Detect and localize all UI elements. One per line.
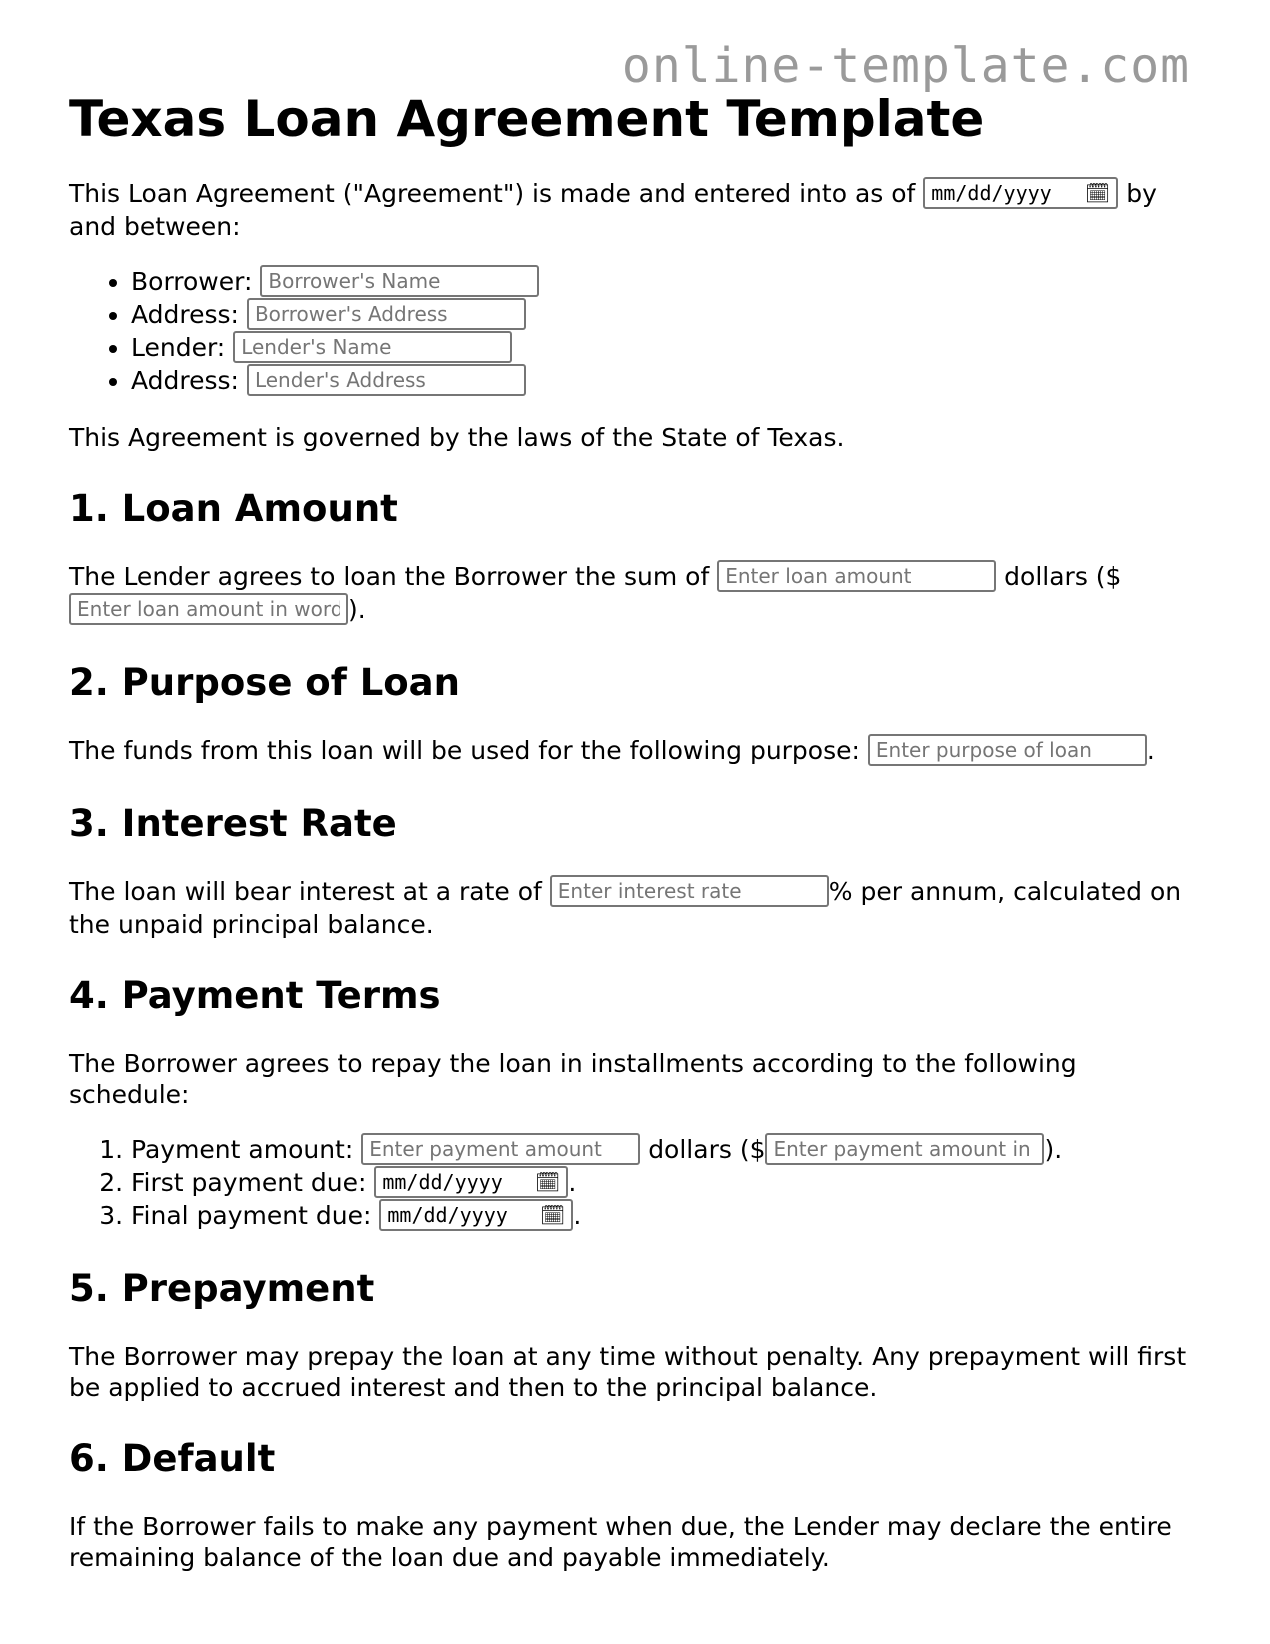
interest-rate-input[interactable]: [550, 875, 829, 907]
default-paragraph: If the Borrower fails to make any payment when due, the Lender may declare the entire remaining balance of the loan due and payable immediately.: [69, 1512, 1172, 1572]
parties-list: [69, 266, 1201, 398]
period-text: .: [568, 1168, 577, 1197]
purpose-input[interactable]: [868, 734, 1147, 766]
first-payment-date-input[interactable]: [374, 1166, 568, 1198]
watermark: online-template.com: [621, 38, 1190, 94]
loan-amount-input[interactable]: [717, 560, 996, 592]
interest-text: The loan will bear interest at a rate of: [69, 877, 542, 906]
payment-schedule-list: [69, 1134, 1201, 1233]
list-item: [131, 332, 1201, 365]
document: [69, 88, 1201, 1573]
dollars-text: dollars ($: [648, 1135, 766, 1164]
payment-amount-input[interactable]: [361, 1133, 640, 1165]
agreement-date-input[interactable]: [923, 177, 1118, 209]
list-item: [131, 365, 1201, 398]
payment-paragraph: The Borrower agrees to repay the loan in installments according to the following schedule:: [69, 1049, 1077, 1109]
section-heading-purpose: 2. Purpose of Loan: [69, 661, 460, 704]
section-heading-interest: 3. Interest Rate: [69, 802, 397, 845]
lender-address-label: Address:: [131, 366, 239, 395]
period-text: .: [573, 1201, 582, 1230]
loan-amount-text: The Lender agrees to loan the Borrower the sum of: [69, 562, 710, 591]
purpose-text: The funds from this loan will be used for the following purpose:: [69, 736, 860, 765]
borrower-address-label: Address:: [131, 300, 239, 329]
borrower-address-input[interactable]: [247, 298, 526, 330]
borrower-name-input[interactable]: [260, 265, 539, 297]
payment-amount-words-input[interactable]: [765, 1133, 1044, 1165]
section-heading-payment: 4. Payment Terms: [69, 974, 441, 1017]
final-payment-date-input[interactable]: [379, 1199, 573, 1231]
lender-name-input[interactable]: [233, 331, 512, 363]
loan-amount-words-input[interactable]: [69, 593, 348, 625]
borrower-label: Borrower:: [131, 267, 253, 296]
interest-paragraph: [69, 876, 1201, 940]
section-heading-prepayment: 5. Prepayment: [69, 1267, 375, 1310]
date-placeholder: mm/dd/yyyy: [387, 1203, 508, 1227]
calendar-icon[interactable]: 🗓: [534, 1170, 561, 1194]
list-item: [131, 266, 1201, 299]
date-placeholder: mm/dd/yyyy: [382, 1170, 503, 1194]
calendar-icon[interactable]: 🗓: [1084, 180, 1111, 205]
date-placeholder: mm/dd/yyyy: [931, 180, 1052, 205]
calendar-icon[interactable]: 🗓: [539, 1203, 566, 1227]
list-item: [131, 1134, 1201, 1167]
interest-text-after: % per annum, calculated on the unpaid principal balance.: [69, 877, 1182, 939]
purpose-paragraph: [69, 735, 1201, 768]
list-item: [131, 1200, 1201, 1233]
section-heading-loan-amount: 1. Loan Amount: [69, 487, 398, 530]
list-item: [131, 299, 1201, 332]
intro-paragraph: [69, 178, 1201, 242]
closing-text: ).: [348, 595, 366, 624]
intro-text: This Loan Agreement ("Agreement") is made and entered into as of: [69, 179, 916, 208]
final-payment-label: Final payment due:: [131, 1201, 372, 1230]
governing-law-text: This Agreement is governed by the laws of the State of Texas.: [69, 423, 845, 452]
section-heading-default: 6. Default: [69, 1437, 276, 1480]
lender-label: Lender:: [131, 333, 226, 362]
intro-text-after: by and between:: [69, 179, 1157, 241]
page-title: Texas Loan Agreement Template: [69, 90, 985, 148]
prepayment-paragraph: The Borrower may prepay the loan at any time without penalty. Any prepayment will first be applied to accrued interest and then to the principal balance.: [69, 1342, 1187, 1402]
list-item: [131, 1167, 1201, 1200]
loan-amount-paragraph: [69, 561, 1201, 627]
first-payment-label: First payment due:: [131, 1168, 367, 1197]
closing-text: ).: [1044, 1135, 1063, 1164]
lender-address-input[interactable]: [247, 364, 526, 396]
dollars-text: dollars ($: [1004, 562, 1122, 591]
payment-amount-label: Payment amount:: [131, 1135, 354, 1164]
period-text: .: [1146, 736, 1155, 765]
